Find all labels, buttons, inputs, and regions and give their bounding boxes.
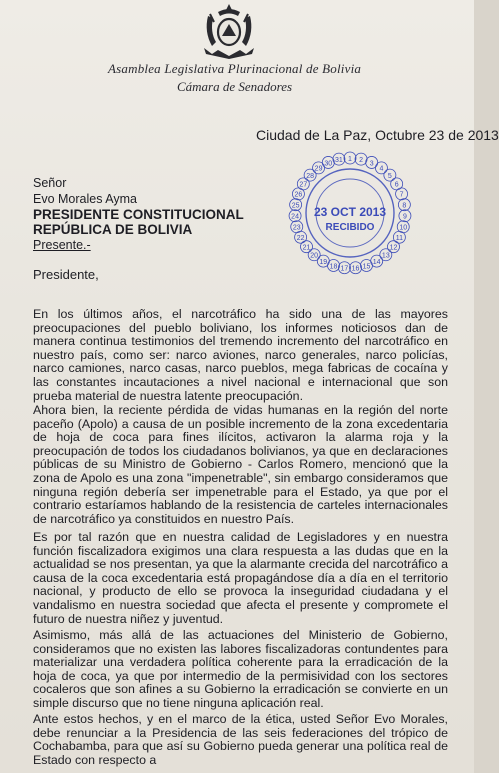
- stamp-day-number: 21: [302, 244, 311, 252]
- stamp-day-number: 28: [306, 172, 315, 180]
- stamp-day-number: 15: [362, 263, 371, 271]
- body-paragraph: Asimismo, más allá de las actuaciones del Ministerio de Gobierno, consideramos que no existen las labores fiscalizadoras contundentes para materializar una verdadera política coherente para la erradicación de la hoja de coca, ya que por intermedio de la permisividad con los sectores cocaleros que son afines a su Gobierno la erradicación se convierte en un simple discurso que no tiene ninguna aplicación real.: [33, 628, 448, 710]
- chamber-name: Cámara de Senadores: [177, 79, 293, 94]
- stamp-day-number: 2: [359, 156, 364, 164]
- stamp-day-number: 31: [335, 156, 343, 164]
- addressee-country: REPÚBLICA DE BOLIVIA: [33, 222, 193, 237]
- stamp-day-number: 5: [387, 172, 392, 180]
- stamp-day-number: 23: [292, 224, 301, 232]
- stamp-day-number: 24: [291, 213, 299, 221]
- body-paragraph: Ahora bien, la reciente pérdida de vidas humanas en la región del norte paceño (Apolo) a causa de un posible incremento de la zona excedentaria de hoja de coca para fines ilícitos, activaron la alarma roja y la preocupación de todos los ciudadanos bolivianos, ya que en declaraciones públicas de su Ministro de Gobierno - Carlos Romero, mencionó que la zona de Apolo es una zona "impenetrable", sin embargo consideramos que ninguna región debería ser impenetrable para el Estado, ya que por el contrario estaríamos hablando de la resistencia de carteles internacionales de narcotráfico ya constituidos en nuestro País.: [33, 403, 448, 526]
- stamp-day-number: 4: [379, 165, 384, 173]
- stamp-day-number: 30: [324, 160, 333, 168]
- stamp-day-number: 10: [399, 224, 408, 232]
- stamp-day-number: 6: [394, 181, 399, 189]
- received-stamp: [284, 150, 416, 276]
- stamp-day-number: 26: [294, 191, 303, 199]
- institution-name: Asamblea Legislativa Plurinacional de Bolivia: [108, 61, 362, 76]
- addressee-closing: Presente.-: [33, 238, 91, 252]
- stamp-day-number: 8: [402, 202, 407, 210]
- greeting: Presidente,: [33, 267, 99, 282]
- body-paragraph: En los últimos años, el narcotráfico ha sido una de las mayores preocupaciones del pueblo boliviano, los informes noticiosos dan de manera continua testimonios del tremendo incremento del narcotráfico en nuestro país, como ser: narco aviones, narco generales, narco policías, narco camiones, narco casas, narco pueblos, mega fabricas de cocaína y las constantes incautaciones a nivel nacional e internacional que son prueba material de nuestra latente preocupación.: [33, 307, 448, 403]
- stamp-day-number: 1: [348, 155, 352, 163]
- addressee-honorific: Señor: [33, 176, 67, 190]
- stamp-day-number: 16: [351, 265, 360, 273]
- stamp-date: 23 OCT 2013: [313, 205, 387, 219]
- stamp-received-word: RECIBIDO: [325, 222, 375, 233]
- stamp-day-number: 29: [314, 165, 323, 173]
- stamp-day-number: 7: [399, 191, 404, 199]
- body-paragraph: Es por tal razón que en nuestra calidad de Legisladores y en nuestra función fiscalizadora exigimos una clara respuesta a las dudas que en la actualidad se nos presentan, ya que la alarmante crecida del narcotráfico a causa de la coca excedentaria está propagándose día a día en el territorio nacional, y producto de ello se provoca la inseguridad ciudadana y el vandalismo en nuestra sociedad que afecta el presente y compromete el futuro de nuestra niñez y juventud.: [33, 530, 448, 626]
- stamp-day-number: 13: [381, 252, 390, 260]
- stamp-day-number: 27: [299, 181, 308, 189]
- stamp-day-number: 17: [340, 265, 349, 273]
- stamp-day-number: 25: [291, 202, 300, 210]
- addressee-name: Evo Morales Ayma: [33, 192, 137, 206]
- coat-of-arms-emblem: [198, 2, 260, 60]
- stamp-day-number: 20: [310, 252, 319, 260]
- stamp-day-number: 11: [395, 235, 404, 243]
- stamp-day-number: 9: [402, 213, 407, 221]
- body-paragraph: Ante estos hechos, y en el marco de la ética, usted Señor Evo Morales, debe renunciar a la Presidencia de las seis federaciones del trópico de Cochabamba, para que así su Gobierno pueda generar una política real de Estado con respecto a: [33, 712, 448, 767]
- stamp-day-number: 19: [319, 258, 328, 266]
- stamp-day-number: 12: [389, 244, 398, 252]
- addressee-title: PRESIDENTE CONSTITUCIONAL: [33, 207, 244, 222]
- stamp-day-number: 3: [369, 160, 374, 168]
- stamp-day-number: 18: [329, 263, 338, 271]
- stamp-day-number: 14: [372, 258, 381, 266]
- date-line: Ciudad de La Paz, Octubre 23 de 2013: [256, 127, 499, 143]
- stamp-day-number: 22: [296, 235, 305, 243]
